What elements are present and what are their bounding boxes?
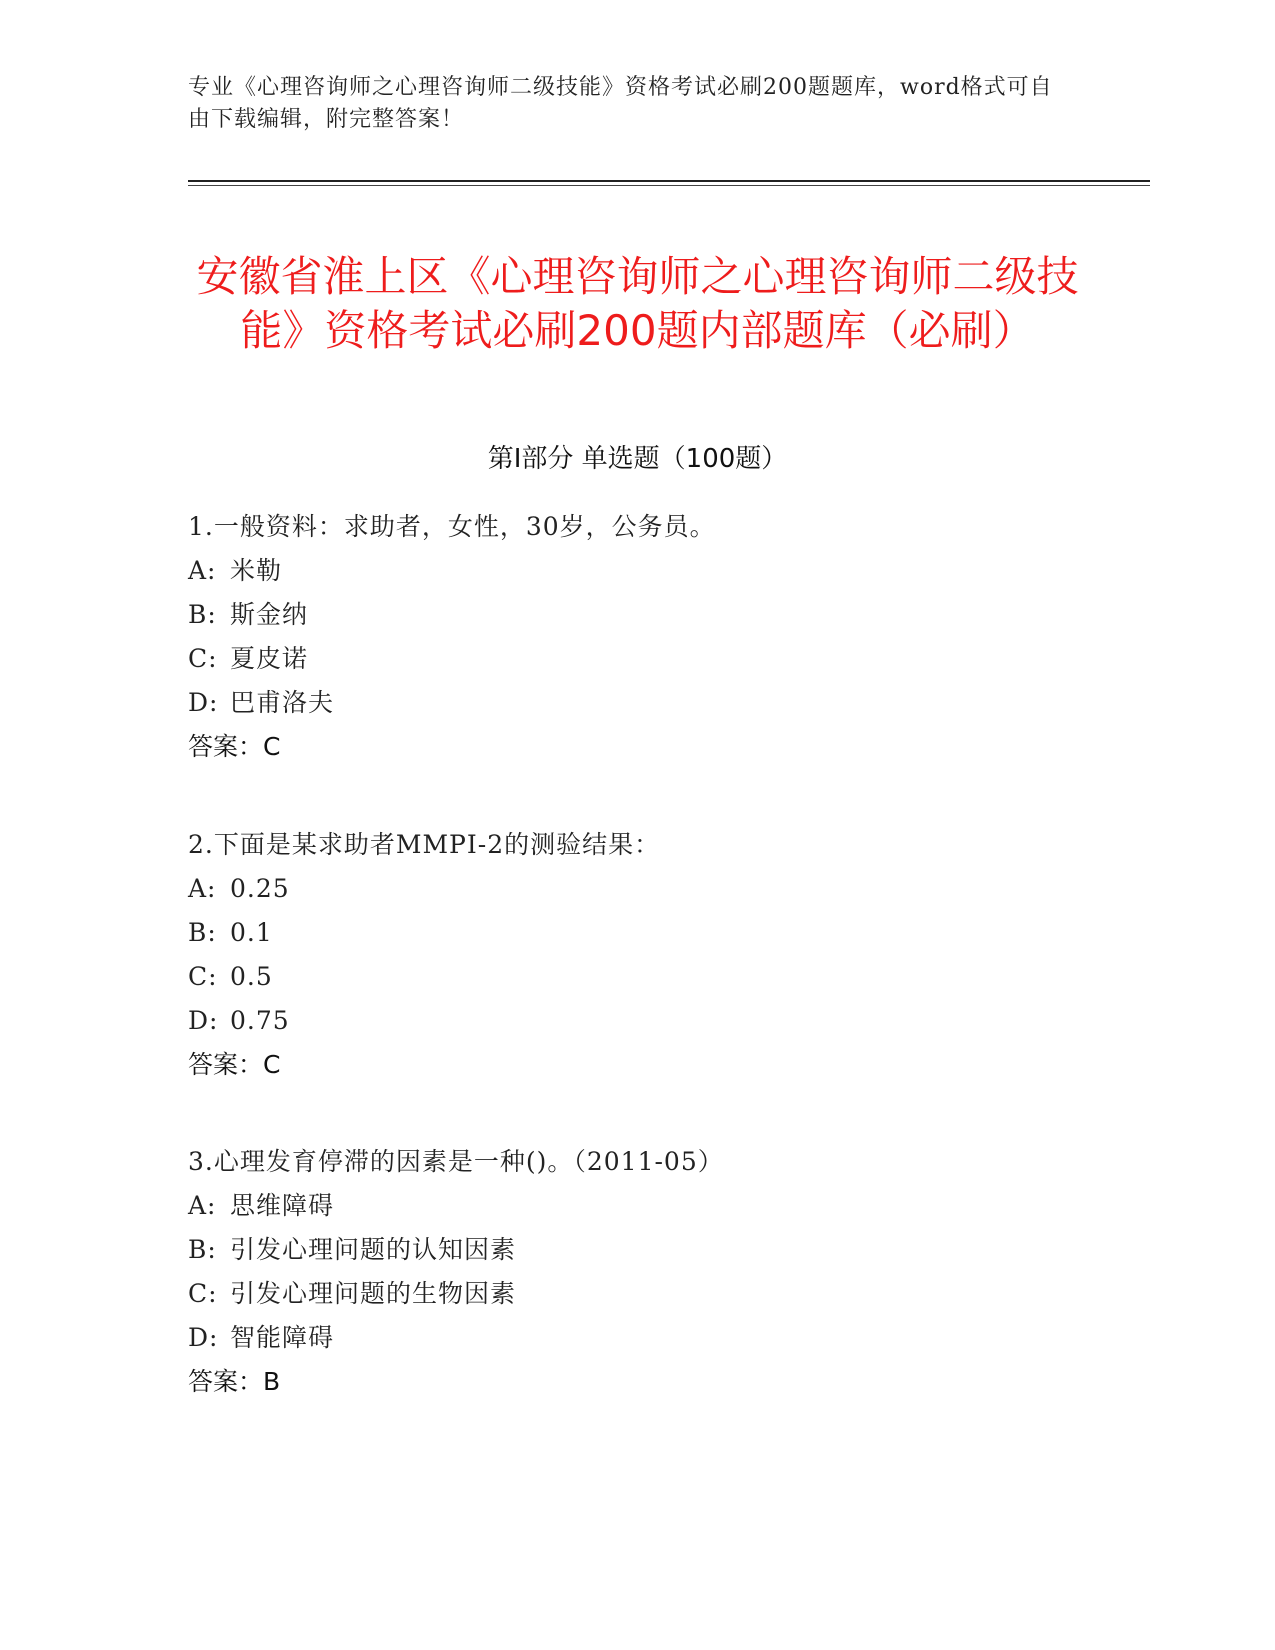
option-c — [188, 637, 1088, 681]
header-note: 专业《心理咨询师之心理咨询师二级技能》资格考试必刷200题题库，word格式可自由下载编辑，附完整答案！ — [188, 75, 1053, 132]
question-stem: 2.下面是某求助者MMPI-2的测验结果： — [188, 830, 661, 859]
header-divider-thin — [188, 185, 1150, 186]
option-text: 0.1 — [230, 918, 273, 947]
option-letter: D: — [188, 1006, 219, 1035]
option-d — [188, 1316, 1088, 1360]
option-b — [188, 593, 1088, 637]
question-stem: 3.心理发育停滞的因素是一种()。（2011-05） — [188, 1147, 724, 1176]
option-text: 思维障碍 — [230, 1191, 335, 1220]
option-text: 0.5 — [230, 962, 273, 991]
option-text: 引发心理问题的认知因素 — [230, 1235, 517, 1264]
option-text: 夏皮诺 — [230, 644, 309, 673]
option-letter: A: — [188, 556, 217, 585]
section-heading: 第Ⅰ部分 单选题（100题） — [487, 444, 788, 474]
question-3 — [188, 1140, 1088, 1404]
option-letter: C: — [188, 644, 218, 673]
question-stem: 1.一般资料：求助者，女性，30岁，公务员。 — [188, 512, 716, 541]
option-letter: C: — [188, 1279, 218, 1308]
option-text: 引发心理问题的生物因素 — [230, 1279, 517, 1308]
option-text: 0.75 — [230, 1006, 290, 1035]
answer-line: 答案：C — [188, 1050, 281, 1079]
option-letter: B: — [188, 918, 217, 947]
option-b — [188, 911, 1088, 955]
option-b — [188, 1228, 1088, 1272]
option-text: 巴甫洛夫 — [230, 688, 335, 717]
option-letter: D: — [188, 1323, 219, 1352]
question-1 — [188, 505, 1088, 769]
option-letter: B: — [188, 600, 217, 629]
option-letter: B: — [188, 1235, 217, 1264]
option-text: 斯金纳 — [230, 600, 309, 629]
option-c — [188, 1272, 1088, 1316]
answer-line: 答案：B — [188, 1367, 281, 1396]
option-a — [188, 1184, 1088, 1228]
option-text: 智能障碍 — [230, 1323, 335, 1352]
option-letter: A: — [188, 874, 217, 903]
option-a — [188, 867, 1088, 911]
option-a — [188, 549, 1088, 593]
question-2 — [188, 823, 1088, 1087]
answer-line: 答案：C — [188, 732, 281, 761]
option-text: 0.25 — [230, 874, 290, 903]
option-c — [188, 955, 1088, 999]
option-d — [188, 999, 1088, 1043]
header-divider — [188, 180, 1150, 182]
option-letter: C: — [188, 962, 218, 991]
option-d — [188, 681, 1088, 725]
document-title: 安徽省淮上区《心理咨询师之心理咨询师二级技能》资格考试必刷200题内部题库（必刷） — [196, 252, 1079, 356]
option-letter: D: — [188, 688, 219, 717]
option-text: 米勒 — [230, 556, 283, 585]
option-letter: A: — [188, 1191, 217, 1220]
